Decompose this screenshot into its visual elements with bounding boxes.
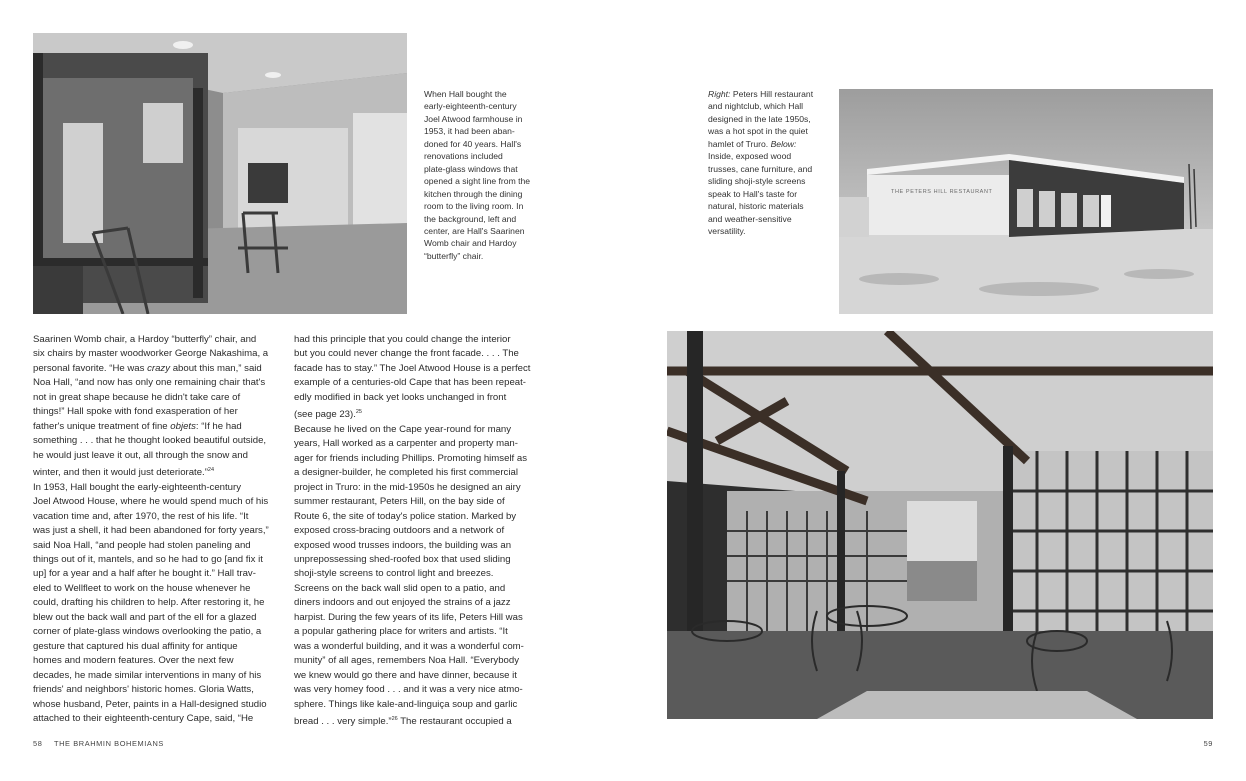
endnote-24: 24: [207, 467, 215, 474]
body-text-column-1: [33, 333, 281, 726]
restaurant-exterior-photo: [839, 89, 1213, 314]
running-head: THE BRAHMIN BOHEMIANS: [54, 739, 164, 748]
caption-right-label: Right:: [708, 89, 731, 99]
body-text-column-2: [294, 333, 542, 730]
col1-para1-end: : “If he had something . . . that he thought looked beautiful outside, he would just leave it out, all through the snow and winter, and then it would just deteriorate.”: [33, 420, 267, 479]
col2-para2-end: The restaurant occupied a: [397, 716, 512, 728]
col1-para1-middle: about this man,” said Noa Hall, “and now has only one remaining chair that's not in great shape because he didn't take care of things!” Hall spoke with fond exasperation of her father's unique treatment of fine: [33, 362, 266, 432]
farmhouse-interior-photo: [33, 33, 407, 314]
col2-para1: had this principle that you could change the interior but you could never change the front facade. . . . The facade has to stay.” The Joel Atwood House is a perfect example of a centuries-old Cape that has been repeat- edly modified in back yet looks unchanged in front (see page 23).: [294, 334, 531, 421]
col1-para2: In 1953, Hall bought the early-eighteenth-century Joel Atwood House, where he would spend much of his vacation time and, after 1970, the rest of his life. “It was just a shell, it had been abandoned for forty years,” said Noa Hall, “and people had stolen paneling and things out of it, mantels, and so he had to go [and fix it up] for a year and a half after he bought it.” Hall trav- eled to Wellfleet to work on the house whenever he could, drafting his children to help. After restoring it, he blew out the back wall and part of the ell for a glazed corner of plate-glass windows overlooking the patio, a gesture that captured his dual affinity for antique homes and modern features. Over the next few decades, he made similar interventions in many of his friends' and neighbors' historic homes. Gloria Watts, whose husband, Peter, paints in a Hall-designed studio attached to their eighteenth-century Cape, said, “He: [33, 481, 269, 724]
caption-right-text: Peters Hill restaurant and nightclub, which Hall designed in the late 1950s, was a hot spot in the quiet hamlet of Truro.: [708, 89, 814, 149]
endnote-25: 25: [355, 409, 362, 416]
col2-para2: Because he lived on the Cape year-round for many years, Hall worked as a carpenter and property man- ager for friends including Phillips. Promoting himself as a designer-builder, he completed his first commercial project in Truro: in the mid-1950s he designed an airy summer restaurant, Peters Hill, on the bay side of Route 6, the site of today's police station. Marked by exposed cross-bracing outdoors and a network of exposed wood trusses indoors, the building was an unprepossessing shed-roofed box that used sliding shoji-style screens to control light and breezes. Screens on the back wall slid open to a patio, and diners indoors and out enjoyed the strains of a jazz harpist. During the few years of its life, Peters Hill was a popular gathering place for writers and artists. “It was a wonderful building, and it was a wonderful com- munity” of all ages, remembers Noa Hall. “Everybody we knew would go there and have dinner, because it was very homey food . . . and it was a very nice atmo- sphere. Things like kale-and-linguiça soup and garlic bread . . . very simple.”: [294, 423, 528, 728]
col1-para1-start: Saarinen Womb chair, a Hardoy “butterfly” chair, and six chairs by master woodworker George Nakashima, a personal favorite. “He was: [33, 334, 269, 374]
caption-below-text: Inside, exposed wood trusses, cane furniture, and sliding shoji-style screens speak to Hall's taste for natural, historic materials and weather-sensitive versatility.: [708, 151, 813, 236]
right-page-number: 59: [1203, 739, 1213, 748]
farmhouse-photo-caption: When Hall bought the early-eighteenth-century Joel Atwood farmhouse in 1953, it had been aban- doned for 40 years. Hall's renovations included plate-glass windows that opened a sight line from the kitchen through the dining room to the living room. In the background, left and center, are Hall's Saarinen Womb chair and Hardoy “butterfly” chair.: [424, 89, 531, 261]
endnote-26: 26: [391, 715, 398, 722]
restaurant-interior-photo: [667, 331, 1213, 719]
col1-emphasis-crazy: crazy: [147, 362, 171, 374]
restaurant-sign-text: THE PETERS HILL RESTAURANT: [891, 189, 993, 195]
caption-below-label: Below:: [770, 138, 797, 149]
left-page-number: 58: [33, 739, 43, 748]
restaurant-photo-caption: [708, 88, 833, 237]
col1-emphasis-objets: objets: [170, 420, 196, 432]
